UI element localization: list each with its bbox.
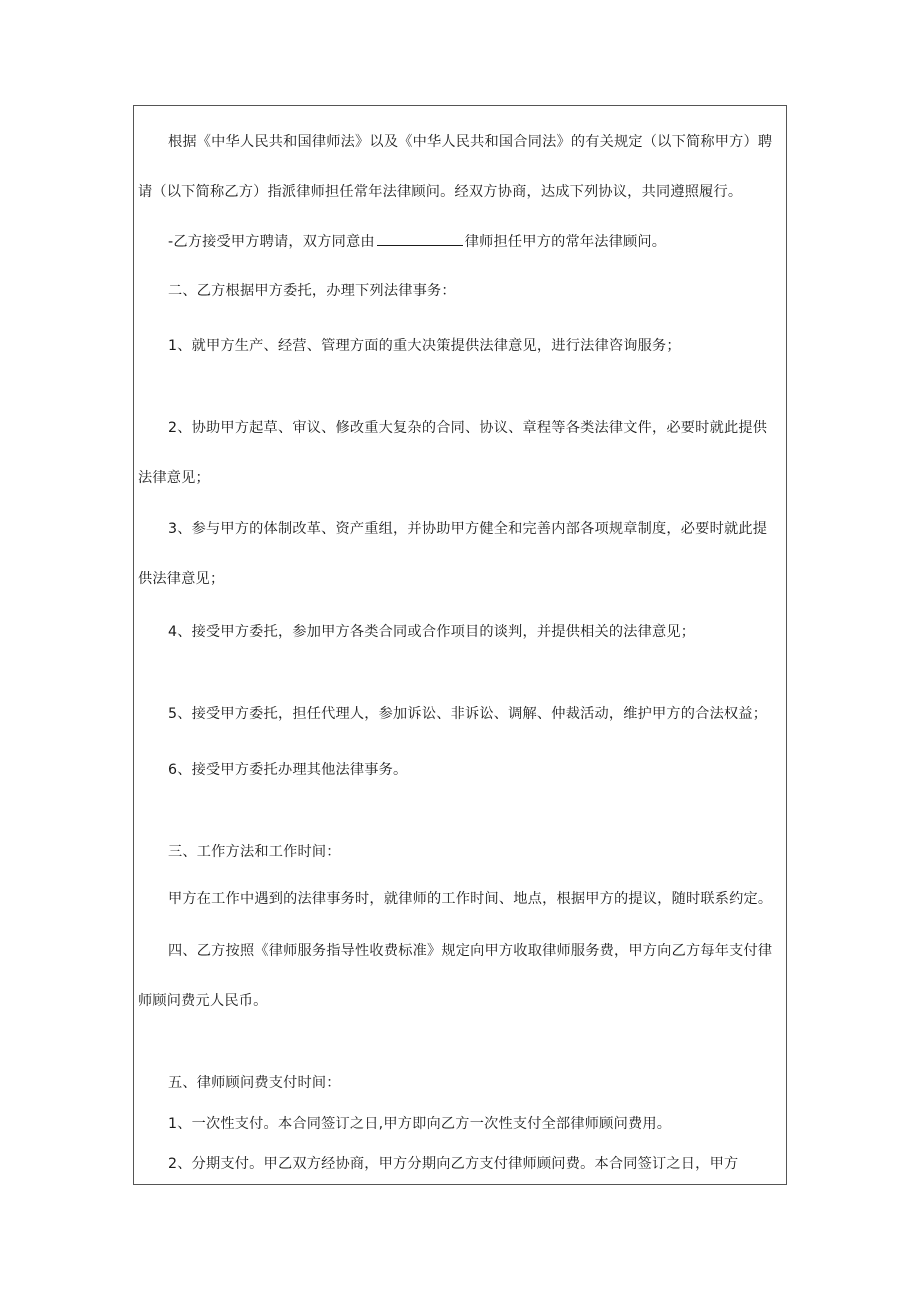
section-3-body: 甲方在工作中遇到的法律事务时，就律师的工作时间、地点，根据甲方的提议，随时联系约定。 — [168, 891, 773, 907]
lawyer-name-blank — [377, 231, 463, 246]
section-5-item-2: 2、分期支付。甲乙双方经协商，甲方分期向乙方支付律师顾问费。本合同签订之日，甲方 — [168, 1156, 739, 1172]
section-4-line-1: 四、乙方按照《律师服务指导性收费标准》规定向甲方收取律师服务费，甲方向乙方每年支付律 — [168, 943, 773, 959]
clause-1 — [168, 231, 780, 252]
section-4-line-2: 师顾问费元人民币。 — [138, 993, 268, 1009]
section-5-heading: 五、律师顾问费支付时间： — [168, 1075, 341, 1091]
paragraph-preamble-line-2: 请（以下简称乙方）指派律师担任常年法律顾问。经双方协商，达成下列协议，共同遵照履行。 — [138, 184, 743, 200]
document-page — [133, 105, 787, 1185]
section-2-item-4: 4、接受甲方委托，参加甲方各类合同或合作项目的谈判，并提供相关的法律意见； — [168, 624, 696, 640]
section-5-item-1: 1、一次性支付。本合同签订之日,甲方即向乙方一次性支付全部律师顾问费用。 — [168, 1116, 672, 1132]
section-2-item-5: 5、接受甲方委托，担任代理人，参加诉讼、非诉讼、调解、仲裁活动，维护甲方的合法权益； — [168, 706, 768, 722]
section-2-item-3-line-1: 3、参与甲方的体制改革、资产重组，并协助甲方健全和完善内部各项规章制度，必要时就此提 — [168, 521, 768, 537]
paragraph-preamble-line-1: 根据《中华人民共和国律师法》以及《中华人民共和国合同法》的有关规定（以下简称甲方）聘 — [168, 134, 773, 150]
section-2-item-2-line-1: 2、协助甲方起草、审议、修改重大复杂的合同、协议、章程等各类法律文件，必要时就此提供 — [168, 420, 768, 436]
section-2-item-3-line-2: 供法律意见； — [138, 571, 225, 587]
clause-1-text-before: -乙方接受甲方聘请，双方同意由 — [168, 234, 375, 250]
section-3-heading: 三、工作方法和工作时间： — [168, 844, 341, 860]
section-2-item-6: 6、接受甲方委托办理其他法律事务。 — [168, 762, 408, 778]
section-2-item-1: 1、就甲方生产、经营、管理方面的重大决策提供法律意见，进行法律咨询服务； — [168, 338, 681, 354]
clause-1-text-after: 律师担任甲方的常年法律顾问。 — [464, 234, 667, 250]
section-2-item-2-line-2: 法律意见； — [138, 470, 210, 486]
section-2-heading: 二、乙方根据甲方委托，办理下列法律事务： — [168, 283, 456, 299]
